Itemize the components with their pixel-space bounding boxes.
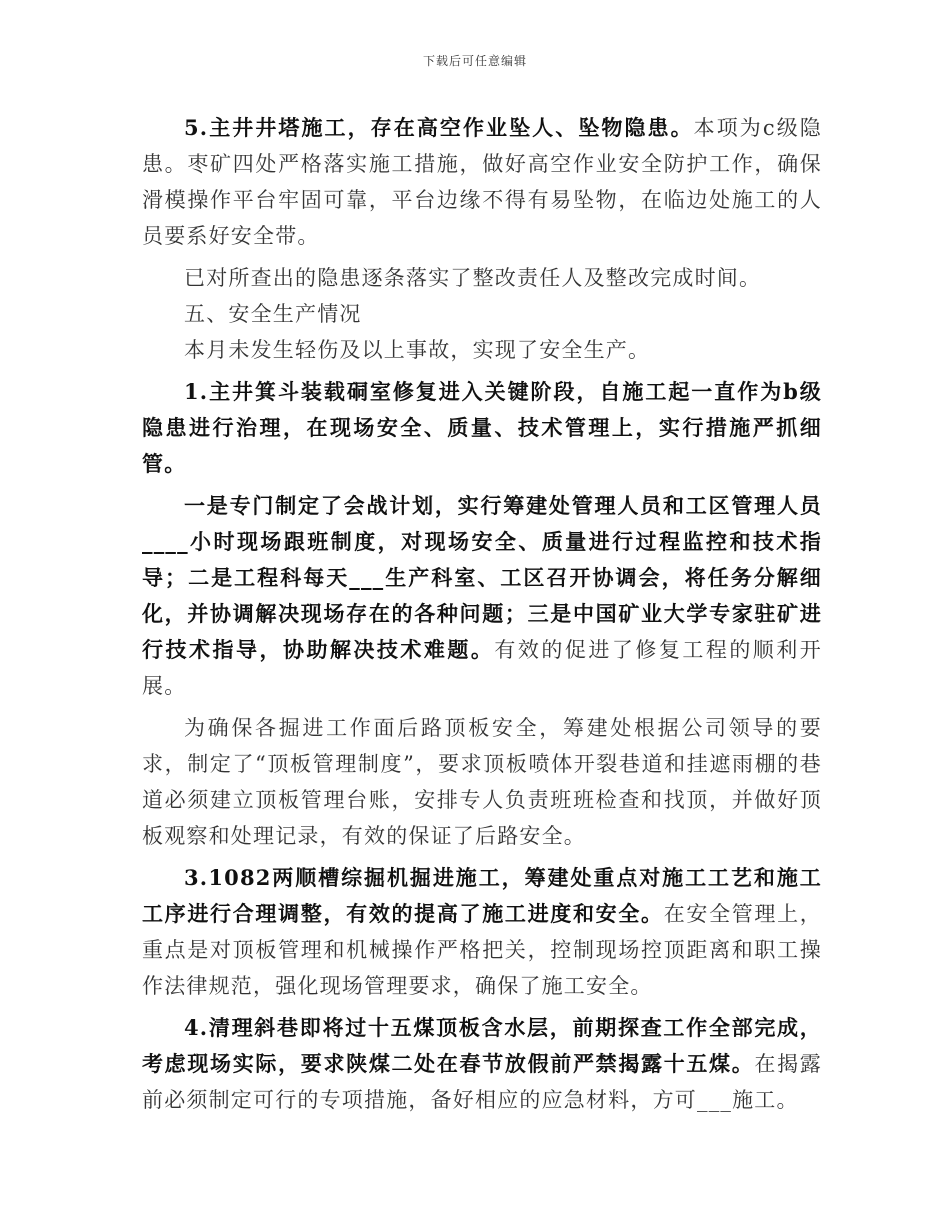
paragraph-roof-management [142, 710, 822, 854]
paragraph-text: 有效的促进了修复工程的顺利开展。 [142, 638, 822, 698]
paragraph-bold-text: 5.主井井塔施工，存在高空作业坠人、坠物隐患。 [184, 115, 694, 140]
paragraph-bold-text: 一是专门制定了会战计划，实行筹建处管理人员和工区管理人员____小时现场跟班制度，对现场安全、质量进行过程监控和技术指导；二是工程科每天___生产科室、工区召开协调会，将任务分解细化，并协调解决现场存在的各种问题；三是中国矿业大学专家驻矿进行技术指导，协助解决技术难题。 [142, 493, 822, 662]
paragraph-text: 在揭露前必须制定可行的专项措施，备好相应的应急材料，方可___施工。 [142, 1052, 822, 1112]
section-heading-text: 五、安全生产情况 [184, 302, 362, 326]
paragraph-text: 在安全管理上，重点是对顶板管理和机械操作严格把关，控制现场控顶距离和职工操作法律规范，强化现场管理要求，确保了施工安全。 [142, 902, 822, 998]
paragraph-text: 本月未发生轻伤及以上事故，实现了安全生产。 [184, 338, 651, 362]
paragraph-no-accidents [142, 332, 822, 368]
paragraph-bold-text: 3.1082两顺槽综掘机掘进施工，筹建处重点对施工工艺和施工工序进行合理调整，有效的提高了施工进度和安全。 [142, 865, 822, 926]
paragraph-hazard-5 [142, 110, 822, 254]
page-header: 下载后可任意编辑 [422, 54, 527, 68]
paragraph-rectification [142, 260, 822, 296]
document-body [142, 110, 822, 1124]
paragraph-text: 本项为c级隐患。枣矿四处严格落实施工措施，做好高空作业安全防护工作，确保滑模操作平台牢固可靠，平台边缘不得有易坠物，在临边处施工的人员要系好安全带。 [142, 116, 822, 248]
paragraph-text: 已对所查出的隐患逐条落实了整改责任人及整改完成时间。 [184, 266, 762, 290]
paragraph-item-1 [142, 374, 822, 482]
paragraph-bold-text: 1.主井箕斗装载硐室修复进入关键阶段，自施工起一直作为b级隐患进行治理，在现场安全、质量、技术管理上，实行措施严抓细管。 [142, 379, 822, 476]
paragraph-item-4 [142, 1010, 822, 1118]
paragraph-text: 为确保各掘进工作面后路顶板安全，筹建处根据公司领导的要求，制定了“顶板管理制度”，要求顶板喷体开裂巷道和挂遮雨棚的巷道必须建立顶板管理台账，安排专人负责班班检查和找顶，并做好顶板观察和处理记录，有效的保证了后路安全。 [142, 716, 822, 848]
section-heading-safety-production [142, 296, 822, 332]
paragraph-measures [142, 488, 822, 704]
paragraph-item-3 [142, 860, 822, 1004]
paragraph-bold-text: 4.清理斜巷即将过十五煤顶板含水层，前期探查工作全部完成，考虑现场实际，要求陕煤二处在春节放假前严禁揭露十五煤。 [142, 1015, 822, 1076]
